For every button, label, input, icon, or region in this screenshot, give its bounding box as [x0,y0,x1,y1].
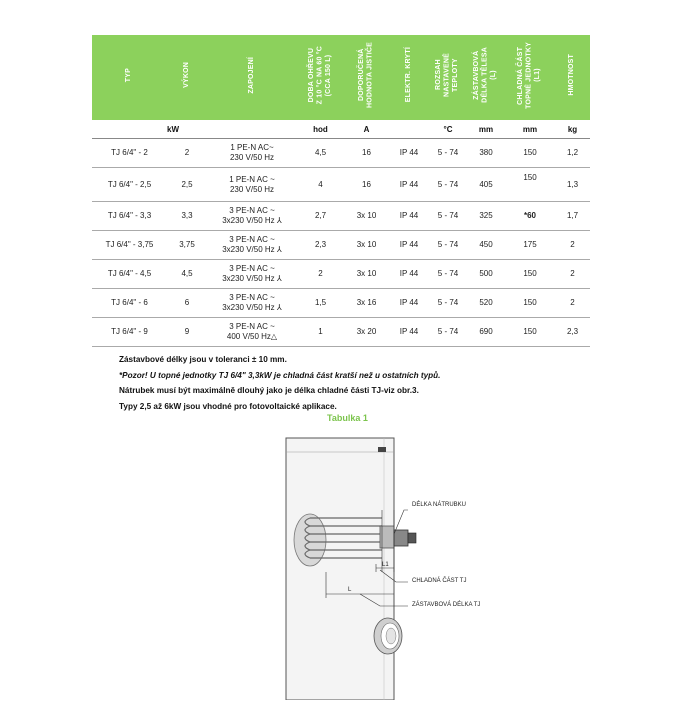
cell-kryti: IP 44 [389,168,429,202]
label-chladna: CHLADNÁ ČÁST TJ [412,578,467,584]
boiler-diagram [270,430,530,700]
cell-kryti: IP 44 [389,260,429,289]
note-natrubek: Nátrubek musí být maximálně dlouhý jako je délka chladné části TJ-viz obr.3. [119,386,419,396]
cell-vykon: 9 [167,318,207,347]
unit-cell [207,120,297,139]
cell-jistic: 3x 20 [344,318,389,347]
cell-rozsah: 5 - 74 [429,318,467,347]
tank-body [286,438,394,700]
boiler-diagram-svg [270,430,530,700]
header-cell: DOPORUČENÁ HODNOTA JISTIČE [344,35,389,120]
cell-doba: 2,7 [297,202,344,231]
table-row [92,168,590,202]
cell-hmotnost: 2,3 [555,318,590,347]
cell-hmotnost: 1,2 [555,139,590,168]
notes-block [119,352,440,414]
cell-rozsah: 5 - 74 [429,289,467,318]
cell-vykon: 4,5 [167,260,207,289]
table-row [92,139,590,168]
cell-jistic: 3x 10 [344,231,389,260]
cell-rozsah: 5 - 74 [429,168,467,202]
cell-rozsah: 5 - 74 [429,202,467,231]
cell-typ: TJ 6/4" - 4,5 [92,260,167,289]
cell-chladna: 150 [505,139,555,168]
table-units-row [92,120,590,139]
cell-zapojeni: 3 PE-N AC ~ 3x230 V/50 Hz ⅄ [207,260,297,289]
cell-hmotnost: 2 [555,260,590,289]
unit-cell: °C [429,120,467,139]
cell-rozsah: 5 - 74 [429,260,467,289]
cell-delka: 520 [467,289,505,318]
dim-L: L [348,587,352,593]
cell-zapojeni: 3 PE-N AC ~ 3x230 V/50 Hz ⅄ [207,231,297,260]
unit-cell [92,120,167,139]
unit-cell: kg [555,120,590,139]
cell-zapojeni: 3 PE-N AC ~ 3x230 V/50 Hz ⅄ [207,289,297,318]
cell-doba: 2,3 [297,231,344,260]
cell-delka: 380 [467,139,505,168]
cell-typ: TJ 6/4" - 2 [92,139,167,168]
header-cell: ZAPOJENÍ [207,35,297,120]
header-cell: ROZSAH NASTAVENÉ TEPLOTY [429,35,467,120]
unit-cell: kW [167,120,207,139]
cell-typ: TJ 6/4" - 3,3 [92,202,167,231]
cell-kryti: IP 44 [389,231,429,260]
header-cell: HMOTNOST [555,35,590,120]
cell-typ: TJ 6/4" - 6 [92,289,167,318]
cell-delka: 500 [467,260,505,289]
cell-chladna: 150 [505,168,555,202]
label-natrubek: DÉLKA NÁTRUBKU [412,502,467,508]
header-cell: DOBA OHŘEVU Z 10 °C NA 60 °C (CCA 150 L) [297,35,344,120]
cell-chladna: *60 [505,202,555,231]
cell-doba: 2 [297,260,344,289]
table-row [92,318,590,347]
cell-rozsah: 5 - 74 [429,231,467,260]
cell-zapojeni: 3 PE-N AC ~ 400 V/50 Hz△ [207,318,297,347]
cell-vykon: 2 [167,139,207,168]
header-cell: CHLADNÁ ČÁST TOPNÉ JEDNOTKY (L1) [505,35,555,120]
cell-vykon: 3,3 [167,202,207,231]
table-header-row [92,35,590,120]
cell-vykon: 2,5 [167,168,207,202]
spec-table [92,35,590,347]
cell-jistic: 16 [344,139,389,168]
cell-zapojeni: 3 PE-N AC ~ 3x230 V/50 Hz ⅄ [207,202,297,231]
cell-typ: TJ 6/4" - 2,5 [92,168,167,202]
cell-typ: TJ 6/4" - 9 [92,318,167,347]
header-cell: ELEKTR. KRYTÍ [389,35,429,120]
dim-L1: L1 [382,562,389,568]
note-tolerance: Zástavbové délky jsou v toleranci ± 10 mm. [119,355,287,364]
unit-cell: A [344,120,389,139]
header-cell: VÝKON [167,35,207,120]
note-warning: *Pozor! U topné jednotky TJ 6/4" 3,3kW je chladná část kratší než u ostatních typů. [119,370,441,380]
cell-jistic: 3x 10 [344,202,389,231]
cell-kryti: IP 44 [389,318,429,347]
cell-delka: 325 [467,202,505,231]
cell-jistic: 3x 16 [344,289,389,318]
unit-cell: hod [297,120,344,139]
heater-head [394,530,408,546]
header-cell: ZÁSTAVBOVÁ DÉLKA TĚLESA (L) [467,35,505,120]
label-zastavbova: ZÁSTAVBOVÁ DÉLKA TJ [412,602,481,608]
cell-doba: 1,5 [297,289,344,318]
table-row [92,260,590,289]
table-row [92,231,590,260]
unit-cell: mm [467,120,505,139]
cell-delka: 450 [467,231,505,260]
header-cell: TYP [92,35,167,120]
cell-doba: 4,5 [297,139,344,168]
cell-hmotnost: 2 [555,289,590,318]
cell-rozsah: 5 - 74 [429,139,467,168]
note-photovoltaic: Typy 2,5 až 6kW jsou vhodné pro fotovoltaické aplikace. [119,401,337,411]
cell-jistic: 16 [344,168,389,202]
table-caption: Tabulka 1 [327,413,368,423]
unit-cell [389,120,429,139]
cell-chladna: 150 [505,289,555,318]
cell-delka: 690 [467,318,505,347]
cell-vykon: 6 [167,289,207,318]
table-row [92,202,590,231]
cell-zapojeni: 1 PE-N AC ~ 230 V/50 Hz [207,168,297,202]
unit-cell: mm [505,120,555,139]
cell-kryti: IP 44 [389,139,429,168]
cell-hmotnost: 2 [555,231,590,260]
cell-typ: TJ 6/4" - 3,75 [92,231,167,260]
cell-zapojeni: 1 PE-N AC~ 230 V/50 Hz [207,139,297,168]
cell-kryti: IP 44 [389,289,429,318]
table-row [92,289,590,318]
cell-hmotnost: 1,3 [555,168,590,202]
cell-chladna: 175 [505,231,555,260]
cell-doba: 4 [297,168,344,202]
cell-chladna: 150 [505,260,555,289]
cell-vykon: 3,75 [167,231,207,260]
cell-delka: 405 [467,168,505,202]
cell-hmotnost: 1,7 [555,202,590,231]
cell-kryti: IP 44 [389,202,429,231]
cell-chladna: 150 [505,318,555,347]
cell-jistic: 3x 10 [344,260,389,289]
cell-doba: 1 [297,318,344,347]
